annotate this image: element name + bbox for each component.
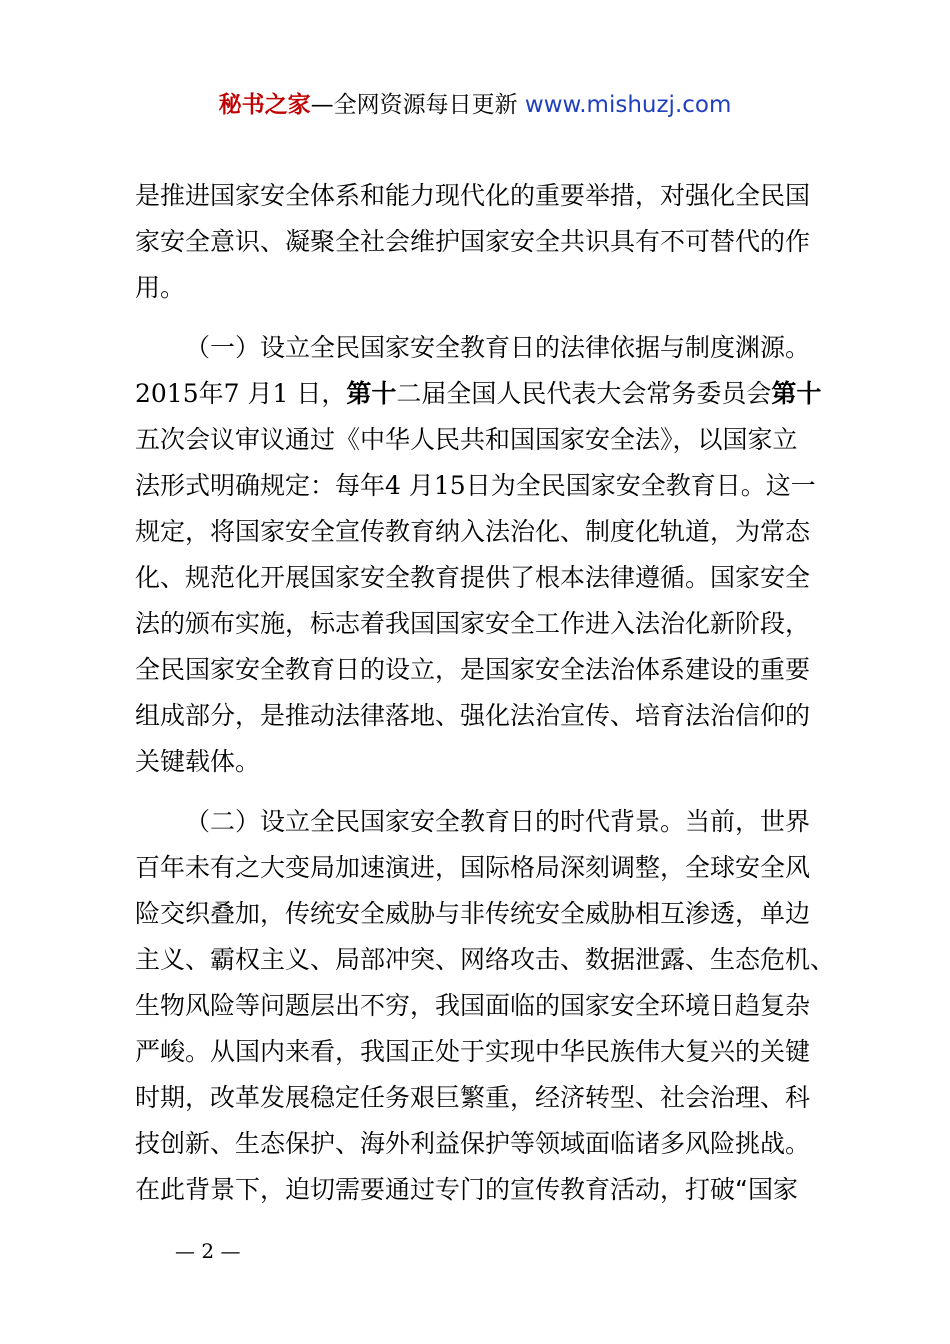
text-line: 全民国家安全教育日的设立，是国家安全法治体系建设的重要 [135, 655, 811, 684]
header-brand: 秘书之家 [218, 92, 311, 118]
text-line: 技创新、生态保护、海外利益保护等领域面临诸多风险挑战。 [135, 1129, 811, 1158]
text-line: 百年未有之大变局加速演进，国际格局深刻调整，全球安全风 [135, 853, 811, 882]
text-line: 时期，改革发展稳定任务艰巨繁重，经济转型、社会治理、科 [135, 1083, 811, 1112]
text-line: 2015年7 月1 日，第十二届全国人民代表大会常务委员会第十 [135, 379, 822, 408]
page-number: — 2 — [175, 1239, 241, 1263]
text-line: 严峻。从国内来看，我国正处于实现中华民族伟大复兴的关键 [135, 1037, 811, 1066]
text-line: 五次会议审议通过《中华人民共和国国家安全法》，以国家立 [135, 425, 798, 454]
text-line: 关键载体。 [135, 747, 261, 776]
header-url: www.mishuzj.com [524, 92, 732, 118]
section-heading-1: （一）设立全民国家安全教育日的法律依据与制度渊源。 [185, 333, 811, 362]
header-tagline: 全网资源每日更新 [333, 92, 525, 118]
text-line: 规定，将国家安全宣传教育纳入法治化、制度化轨道，为常态 [135, 517, 811, 546]
text-line: 法形式明确规定：每年4 月15日为全民国家安全教育日。这一 [135, 471, 816, 500]
text-line: 化、规范化开展国家安全教育提供了根本法律遵循。国家安全 [135, 563, 811, 592]
text-line: 险交织叠加，传统安全威胁与非传统安全威胁相互渗透，单边 [135, 899, 811, 928]
section-heading-2: （二）设立全民国家安全教育日的时代背景。当前，世界 [185, 807, 811, 836]
text-line: 家安全意识、凝聚全社会维护国家安全共识具有不可替代的作 [135, 227, 811, 256]
text-line: 生物风险等问题层出不穷，我国面临的国家安全环境日趋复杂 [135, 991, 811, 1020]
text-line: 在此背景下，迫切需要通过专门的宣传教育活动，打破“国家 [135, 1175, 798, 1204]
text-line: 组成部分，是推动法律落地、强化法治宣传、培育法治信仰的 [135, 701, 811, 730]
document-body [135, 173, 835, 1213]
text-line: 主义、霸权主义、局部冲突、网络攻击、数据泄露、生态危机、 [135, 945, 836, 974]
text-line: 法的颁布实施，标志着我国国家安全工作进入法治化新阶段， [135, 609, 811, 638]
header-separator: — [310, 92, 334, 118]
text-line: 是推进国家安全体系和能力现代化的重要举措，对强化全民国 [135, 181, 811, 210]
text-line: 用。 [135, 273, 186, 302]
page-header [0, 88, 950, 122]
